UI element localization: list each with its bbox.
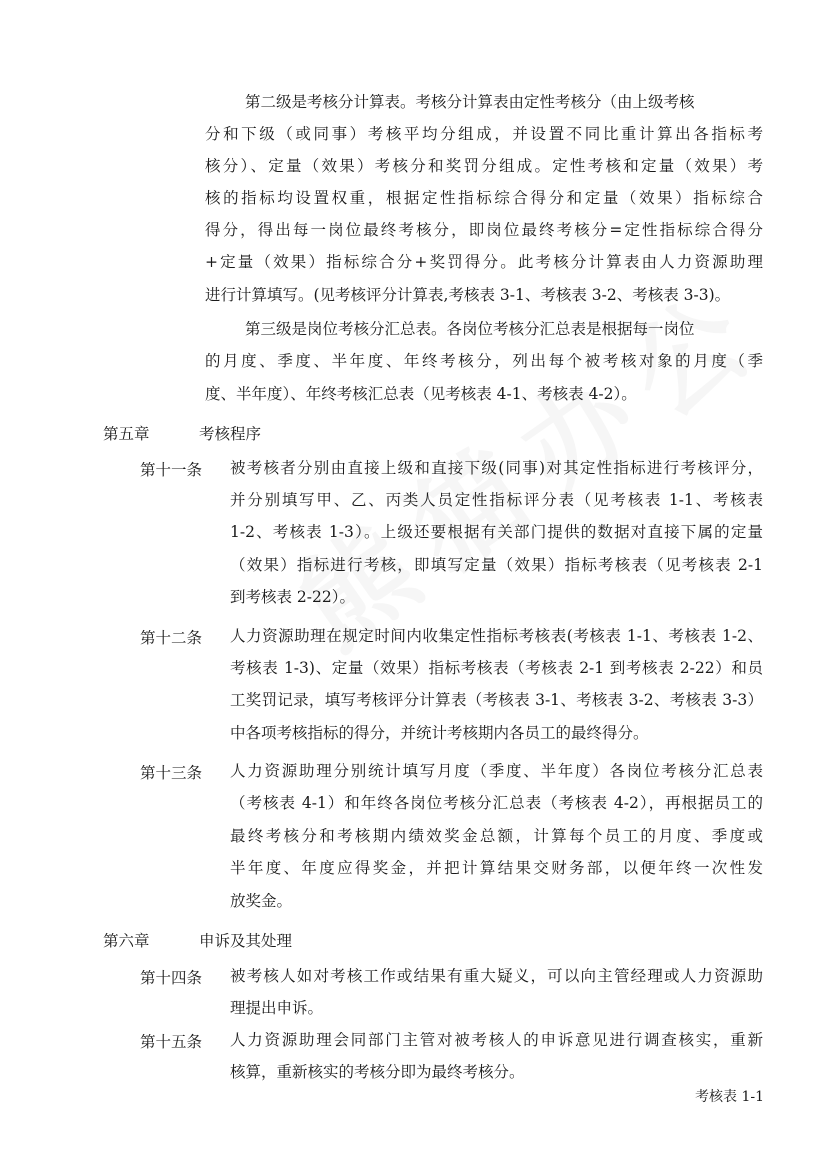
article-13-line-2: （考核表 4-1）和年终各岗位考核分汇总表（考核表 4-2），再根据员工的 xyxy=(230,794,763,812)
article-11-line-5: 到考核表 2-22）。 xyxy=(230,588,355,606)
para2-line-3: 核分）、定量（效果）考核分和奖罚分组成。定性考核和定量（效果）考 xyxy=(205,157,763,175)
article-12-line-3: 工奖罚记录，填写考核评分计算表（考核表 3-1、考核表 3-2、考核表 3-3） xyxy=(230,691,763,709)
article-15-line-1: 人力资源助理会同部门主管对被考核人的申诉意见进行调查核实，重新 xyxy=(230,1031,763,1049)
article-12-line-1: 人力资源助理在规定时间内收集定性指标考核表(考核表 1-1、考核表 1-2、 xyxy=(230,627,763,645)
chapter-6-number: 第六章 xyxy=(103,932,150,950)
article-13-line-5: 放奖金。 xyxy=(230,892,293,910)
article-13-label: 第十三条 xyxy=(140,764,203,782)
para3-line-2: 的月度、季度、半年度、年终考核分，列出每个被考核对象的月度（季 xyxy=(205,352,763,370)
article-12-label: 第十二条 xyxy=(140,629,203,647)
article-13-line-1: 人力资源助理分别统计填写月度（季度、半年度）各岗位考核分汇总表 xyxy=(230,762,763,780)
para2-line-1: 第二级是考核分计算表。考核分计算表由定性考核分（由上级考核 xyxy=(245,93,695,111)
article-11-line-4: （效果）指标进行考核，即填写定量（效果）指标考核表（见考核表 2-1 xyxy=(230,556,763,574)
para2-line-4: 核的指标均设置权重，根据定性指标综合得分和定量（效果）指标综合 xyxy=(205,189,763,207)
para3-line-3: 度、半年度）、年终考核汇总表（见考核表 4-1、考核表 4-2）。 xyxy=(205,385,637,403)
article-14-line-2: 理提出申诉。 xyxy=(230,999,324,1017)
para2-line-2: 分和下级（或同事）考核平均分组成，并设置不同比重计算出各指标考 xyxy=(205,125,763,143)
article-11-line-3: 1-2、考核表 1-3）。上级还要根据有关部门提供的数据对直接下属的定量 xyxy=(230,523,763,541)
article-13-line-3: 最终考核分和考核期内绩效奖金总额，计算每个员工的月度、季度或 xyxy=(230,827,763,845)
article-14-line-1: 被考核人如对考核工作或结果有重大疑义，可以向主管经理或人力资源助 xyxy=(230,967,763,985)
article-12-line-2: 考核表 1-3)、定量（效果）指标考核表（考核表 2-1 到考核表 2-22）和员 xyxy=(230,659,763,677)
chapter-5-title: 考核程序 xyxy=(199,425,262,443)
article-13-line-4: 半年度、年度应得奖金，并把计算结果交财务部，以便年终一次性发 xyxy=(230,859,763,877)
article-11-line-2: 并分别填写甲、乙、丙类人员定性指标评分表（见考核表 1-1、考核表 xyxy=(230,491,763,509)
table-caption-label: 考核表 1-1 xyxy=(695,1089,764,1105)
article-15-line-2: 核算，重新核实的考核分即为最终考核分。 xyxy=(230,1063,525,1081)
chapter-6-title: 申诉及其处理 xyxy=(199,932,293,950)
article-11-label: 第十一条 xyxy=(140,461,203,479)
article-15-label: 第十五条 xyxy=(140,1033,203,1051)
para3-line-1: 第三级是岗位考核分汇总表。各岗位考核分汇总表是根据每一岗位 xyxy=(245,320,695,338)
article-11-line-1: 被考核者分别由直接上级和直接下级(同事)对其定性指标进行考核评分， xyxy=(230,459,763,477)
para2-line-5: 得分，得出每一岗位最终考核分，即岗位最终考核分=定性指标综合得分 xyxy=(205,221,763,239)
article-12-line-4: 中各项考核指标的得分，并统计考核期内各员工的最终得分。 xyxy=(230,724,649,742)
chapter-5-number: 第五章 xyxy=(103,425,150,443)
para2-line-6: +定量（效果）指标综合分+奖罚得分。此考核分计算表由人力资源助理 xyxy=(205,253,763,271)
para2-line-7: 进行计算填写。(见考核评分计算表,考核表 3-1、考核表 3-2、考核表 3-3)。 xyxy=(205,286,731,304)
article-14-label: 第十四条 xyxy=(140,969,203,987)
